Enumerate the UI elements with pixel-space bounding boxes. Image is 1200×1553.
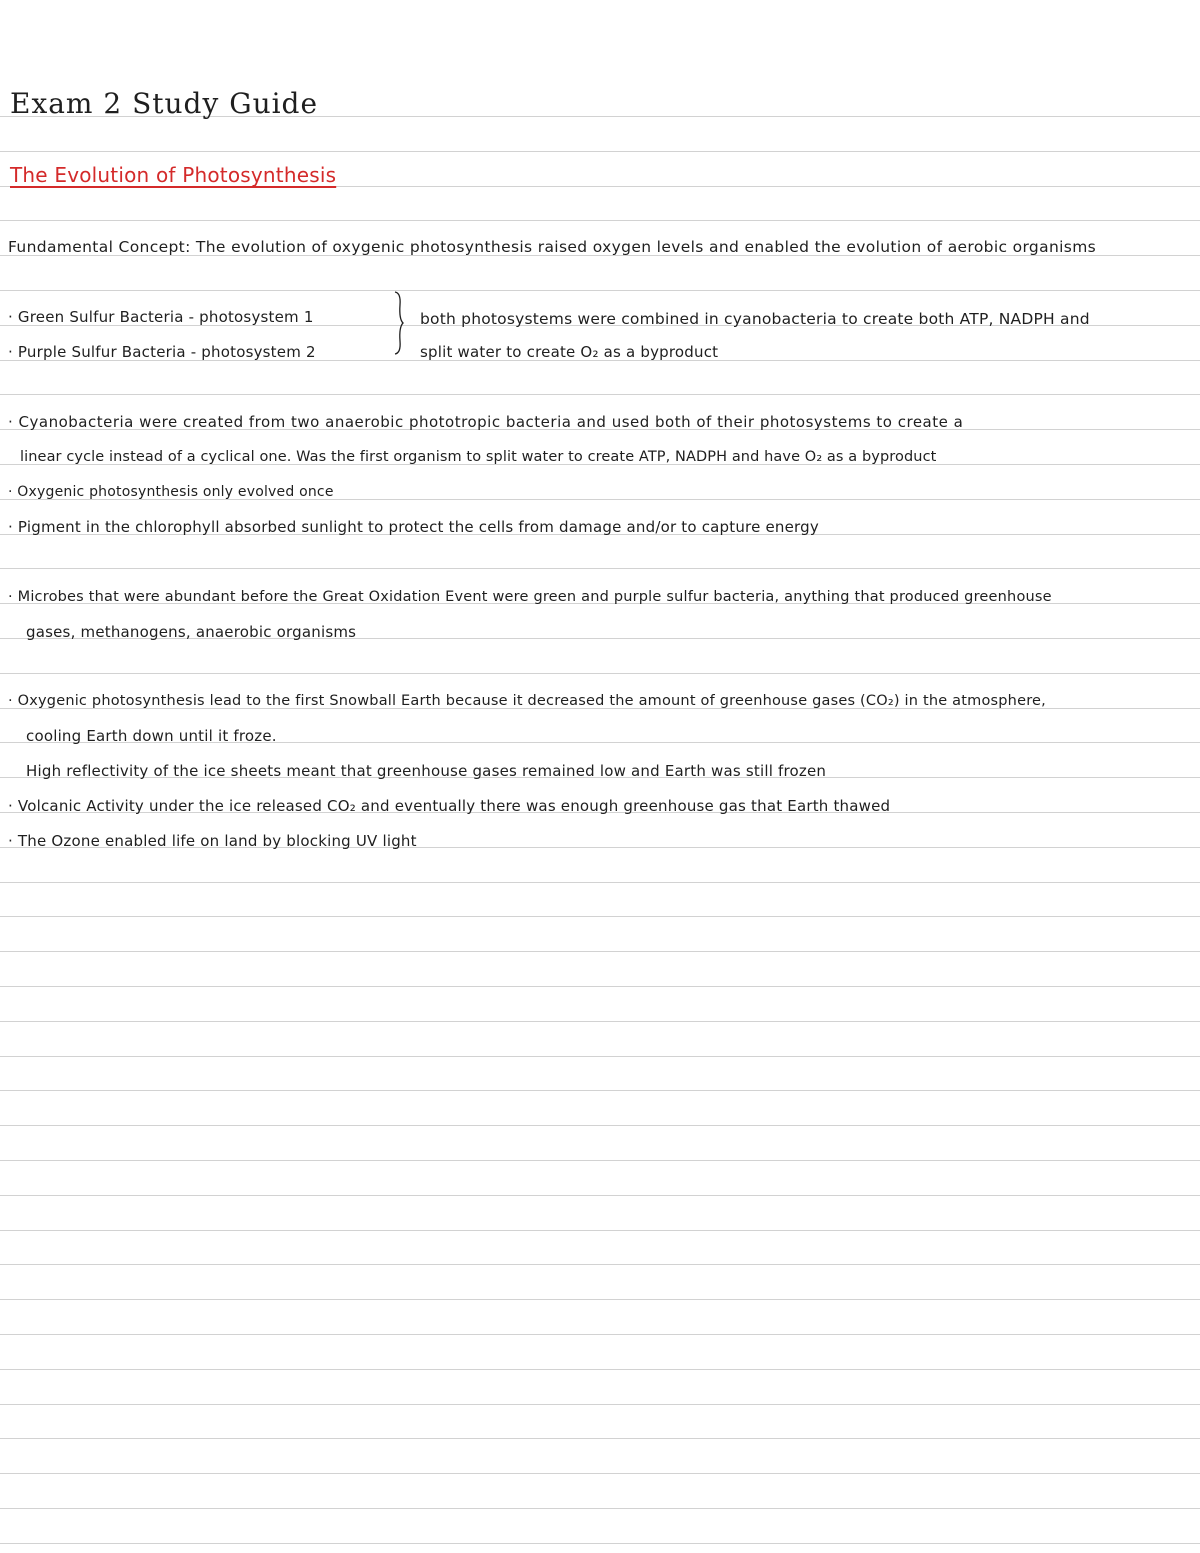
ruled-line <box>0 1334 1200 1335</box>
note-volcanic: · Volcanic Activity under the ice released CO₂ and eventually there was enough greenhouse gas that Earth thawed <box>8 797 891 815</box>
ruled-line <box>0 882 1200 883</box>
note-evolved-once: · Oxygenic photosynthesis only evolved once <box>8 484 334 500</box>
note-cyanobacteria-line-2: linear cycle instead of a cyclical one. Was the first organism to split water to create ATP, NADPH and have O₂ as a byproduct <box>20 449 937 465</box>
ruled-line <box>0 673 1200 674</box>
ruled-line <box>0 1369 1200 1370</box>
ruled-line <box>0 1056 1200 1057</box>
page-title: Exam 2 Study Guide <box>10 87 319 120</box>
ruled-line <box>0 1125 1200 1126</box>
ruled-line <box>0 568 1200 569</box>
ruled-line <box>0 1230 1200 1231</box>
ruled-line <box>0 1404 1200 1405</box>
note-pigment: · Pigment in the chlorophyll absorbed sunlight to protect the cells from damage and/or to capture energy <box>8 518 819 536</box>
note-snowball-line-2: cooling Earth down until it froze. <box>26 727 277 745</box>
note-microbes-line-2: gases, methanogens, anaerobic organisms <box>26 623 357 641</box>
ruled-line <box>0 394 1200 395</box>
ruled-line <box>0 1160 1200 1161</box>
ruled-line <box>0 1438 1200 1439</box>
ruled-line <box>0 951 1200 952</box>
note-snowball-line-1: · Oxygenic photosynthesis lead to the first Snowball Earth because it decreased the amount of greenhouse gases (CO₂) in the atmosphere, <box>8 693 1046 709</box>
note-cyanobacteria-line-1: · Cyanobacteria were created from two anaerobic phototropic bacteria and used both of their photosystems to create a <box>8 413 964 431</box>
ruled-line <box>0 986 1200 987</box>
ruled-line <box>0 290 1200 291</box>
ruled-line <box>0 916 1200 917</box>
ruled-line <box>0 1264 1200 1265</box>
ruled-line <box>0 220 1200 221</box>
brace-bracket <box>394 291 404 355</box>
note-microbes-line-1: · Microbes that were abundant before the Great Oxidation Event were green and purple sulfur bacteria, anything that produced greenhouse <box>8 589 1052 605</box>
ruled-line <box>0 1090 1200 1091</box>
note-purple-sulfur: · Purple Sulfur Bacteria - photosystem 2 <box>8 343 316 361</box>
ruled-line <box>0 1508 1200 1509</box>
note-green-sulfur: · Green Sulfur Bacteria - photosystem 1 <box>8 308 314 326</box>
fundamental-concept: Fundamental Concept: The evolution of oxygenic photosynthesis raised oxygen levels and enabled the evolution of aerobic organisms <box>8 238 1097 256</box>
ruled-line <box>0 1021 1200 1022</box>
ruled-line <box>0 1195 1200 1196</box>
section-heading: The Evolution of Photosynthesis <box>10 163 337 187</box>
ruled-line <box>0 1473 1200 1474</box>
note-combined-line-2: split water to create O₂ as a byproduct <box>420 343 719 361</box>
note-combined-line-1: both photosystems were combined in cyanobacteria to create both ATP, NADPH and <box>420 310 1090 328</box>
note-ozone: · The Ozone enabled life on land by blocking UV light <box>8 832 417 850</box>
ruled-line <box>0 1543 1200 1544</box>
ruled-line <box>0 1299 1200 1300</box>
ruled-line <box>0 151 1200 152</box>
note-reflectivity: High reflectivity of the ice sheets meant that greenhouse gases remained low and Earth was still frozen <box>26 762 827 780</box>
